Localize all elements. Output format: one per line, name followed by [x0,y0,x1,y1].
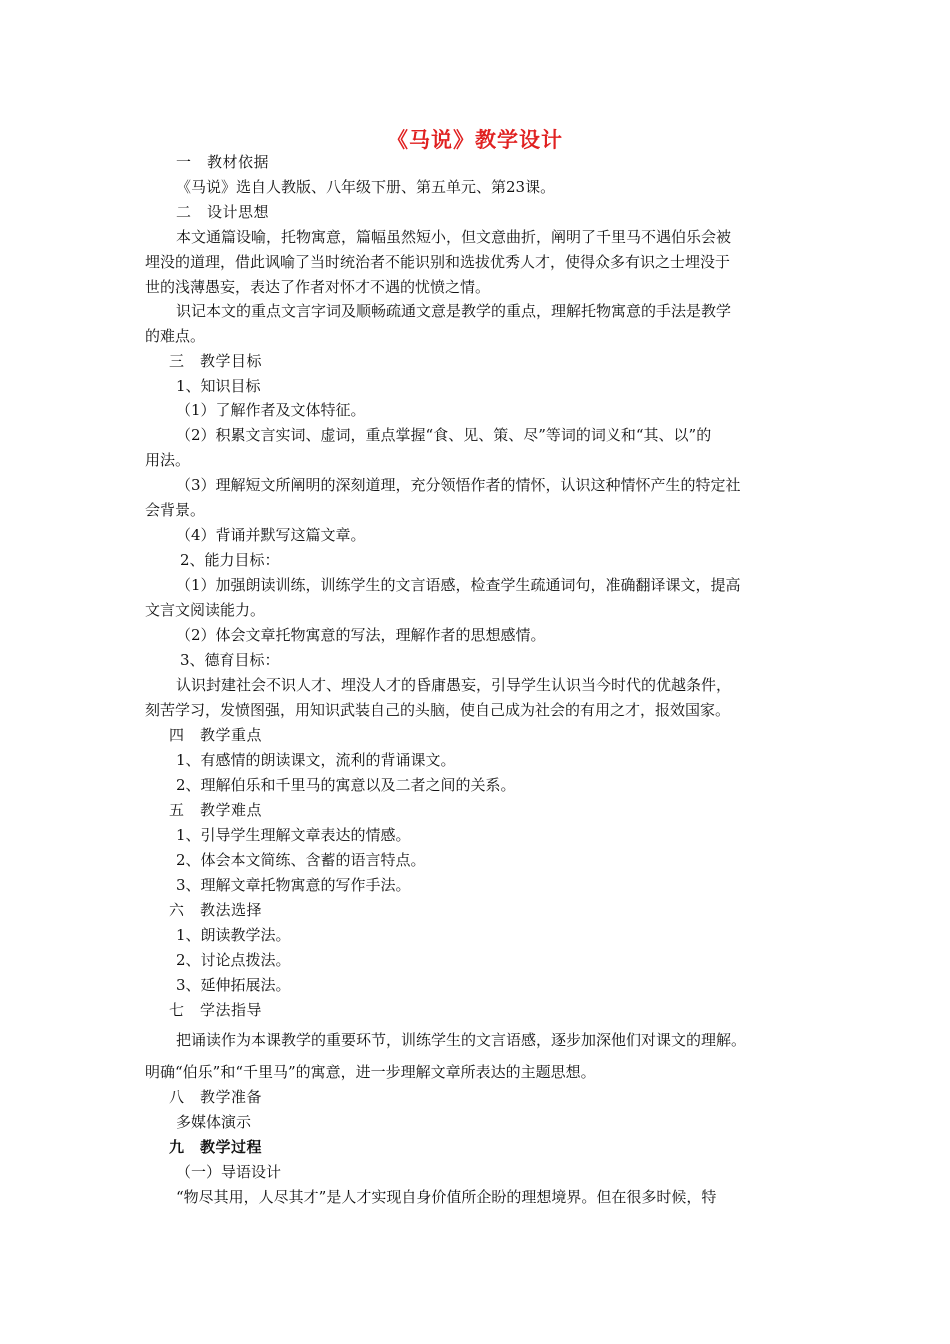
text-line: 2、理解伯乐和千里马的寓意以及二者之间的关系。 [176,776,516,794]
section-heading-4: 四 教学重点 [169,726,263,744]
text-line: （一）导语设计 [176,1163,282,1181]
text-line: 世的浅薄愚妄，表达了作者对怀才不遇的忧愤之情。 [145,278,491,296]
text-line: 用法。 [145,451,191,469]
text-line: 多媒体演示 [176,1113,252,1131]
section-heading-7: 七 学法指导 [169,1001,263,1019]
text-line: 1、引导学生理解文章表达的情感。 [176,826,411,844]
text-line: 识记本文的重点文言字词及顺畅疏通文意是教学的重点，理解托物寓意的手法是教学 [176,302,732,320]
text-line: 2、讨论点拨法。 [176,951,291,969]
section-heading-1: 一 教材依据 [176,153,270,171]
text-line: 把诵读作为本课教学的重要环节，训练学生的文言语感，逐步加深他们对课文的理解。 [176,1031,747,1049]
text-line: （4）背诵并默写这篇文章。 [176,526,366,544]
text-line: 1、朗读教学法。 [176,926,291,944]
text-line: 明确“伯乐”和“千里马”的寓意，进一步理解文章所表达的主题思想。 [145,1063,596,1081]
text-line: （2）体会文章托物寓意的写法，理解作者的思想感情。 [176,626,546,644]
text-line: 3、德育目标： [180,651,280,669]
text-line: 认识封建社会不识人才、埋没人才的昏庸愚妄，引导学生认识当今时代的优越条件， [176,676,732,694]
section-heading-8: 八 教学准备 [169,1088,263,1106]
document-title: 《马说》教学设计 [387,127,563,152]
text-line: （2）积累文言实词、虚词，重点掌握“食、见、策、尽”等词的词义和“其、以”的 [176,426,712,444]
section-heading-9: 九 教学过程 [169,1138,263,1156]
text-line: （3）理解短文所阐明的深刻道理，充分领悟作者的情怀，认识这种情怀产生的特定社 [176,476,741,494]
text-line: 3、延伸拓展法。 [176,976,291,994]
text-line: 3、理解文章托物寓意的写作手法。 [176,876,411,894]
text-line: 1、有感情的朗读课文，流利的背诵课文。 [176,751,456,769]
text-line: （1）加强朗读训练，训练学生的文言语感，检查学生疏通词句，准确翻译课文，提高 [176,576,741,594]
text-line: 文言文阅读能力。 [145,601,266,619]
text-line: 刻苦学习，发愤图强，用知识武装自己的头脑，使自己成为社会的有用之才，报效国家。 [145,701,731,719]
text-line: 的难点。 [145,327,206,345]
text-line: 会背景。 [145,501,206,519]
section-heading-2: 二 设计思想 [176,203,270,221]
text-line: “物尽其用，人尽其才”是人才实现自身价值所企盼的理想境界。但在很多时候，特 [176,1188,717,1206]
section-heading-3: 三 教学目标 [169,352,263,370]
text-line: 1、知识目标 [176,377,261,395]
text-line: 本文通篇设喻，托物寓意，篇幅虽然短小，但文意曲折，阐明了千里马不遇伯乐会被 [176,228,732,246]
text-line: 2、能力目标： [180,551,280,569]
text-line: 2、体会本文简练、含蓄的语言特点。 [176,851,426,869]
text-line: （1）了解作者及文体特征。 [176,401,366,419]
section-heading-6: 六 教法选择 [169,901,263,919]
section-heading-5: 五 教学难点 [169,801,263,819]
text-line: 埋没的道理，借此讽喻了当时统治者不能识别和选拔优秀人才，使得众多有识之士埋没于 [145,253,731,271]
text-line: 《马说》选自人教版、八年级下册、第五单元、第23课。 [176,178,556,196]
